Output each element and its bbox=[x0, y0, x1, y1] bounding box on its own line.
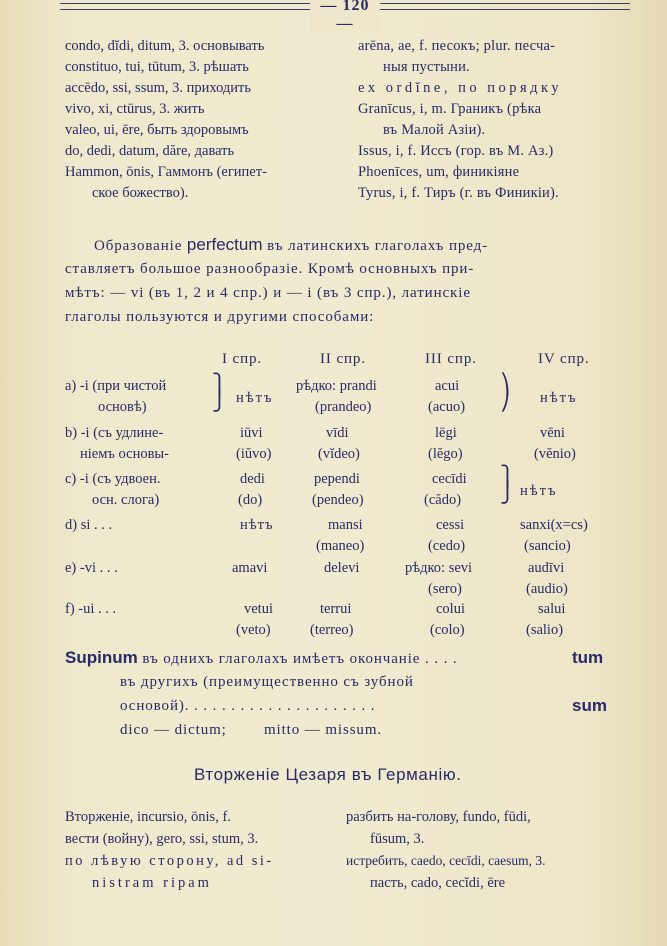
brace: ⎞ bbox=[500, 374, 510, 396]
vocab-entry: accēdo, ssi, ssum, 3. приходить bbox=[65, 80, 252, 96]
table-cell: vēni bbox=[540, 425, 565, 441]
table-cell: (sero) bbox=[428, 581, 462, 597]
section-title: Вторженіе Цезаря въ Германію. bbox=[194, 765, 462, 784]
table-cell: mansi bbox=[328, 517, 363, 533]
table-cell: (maneo) bbox=[316, 538, 365, 554]
paragraph-line: мѣтъ: — vi (въ 1, 2 и 4 спр.) и — i (въ 3 спр.), латинскіе bbox=[65, 285, 471, 301]
table-cell: (cedo) bbox=[428, 538, 466, 554]
table-cell: delevi bbox=[324, 560, 360, 576]
table-cell: рѣдко: sevi bbox=[405, 560, 473, 576]
ending-sum: sum bbox=[572, 696, 607, 715]
table-cell: нѣтъ bbox=[520, 483, 558, 499]
row-label: f) -ui . . . bbox=[65, 601, 117, 617]
row-label: b) -i (съ удлине- bbox=[65, 425, 164, 441]
vocab-entry: Вторженіе, incursio, ōnis, f. bbox=[65, 809, 231, 825]
vocab-entry: Phoenīces, um, финикіяне bbox=[358, 164, 520, 180]
term-supinum: Supinum bbox=[65, 648, 138, 667]
vocab-entry: истребить, caedo, cecīdi, caesum, 3. bbox=[346, 853, 546, 868]
table-cell: (audio) bbox=[526, 581, 568, 597]
vocab-entry: пасть, cado, cecĭdi, ēre bbox=[370, 875, 506, 891]
vocab-entry: condo, dĭdi, ditum, 3. основывать bbox=[65, 38, 265, 54]
table-cell: amavi bbox=[232, 560, 268, 576]
vocab-entry: разбить на-голову, fundo, fūdi, bbox=[346, 809, 531, 825]
brace: ⎫ bbox=[500, 466, 515, 488]
table-cell: iūvi bbox=[240, 425, 263, 441]
table-cell: (salio) bbox=[526, 622, 564, 638]
vocab-entry: Tyrus, i, f. Тиръ (г. въ Финикіи). bbox=[358, 185, 559, 201]
vocab-entry: arēna, ae, f. песокъ; plur. песча- bbox=[358, 38, 556, 54]
vocab-entry: valeo, ui, ēre, быть здоровымъ bbox=[65, 122, 249, 138]
table-cell: (terreo) bbox=[310, 622, 354, 638]
table-cell: (iŭvo) bbox=[236, 446, 272, 462]
row-label: основѣ) bbox=[98, 399, 147, 415]
row-label: a) -i (при чистой bbox=[65, 378, 167, 394]
vocab-entry: vivo, xi, ctūrus, 3. жить bbox=[65, 101, 205, 117]
brace: ⎠ bbox=[500, 390, 510, 412]
vocab-entry: constituo, tui, tūtum, 3. рѣшать bbox=[65, 59, 249, 75]
vocab-entry: ex ordĭne, по порядку bbox=[358, 80, 563, 96]
table-cell: (pendeo) bbox=[312, 492, 364, 508]
table-cell: pependi bbox=[314, 471, 360, 487]
table-cell: audīvi bbox=[528, 560, 565, 576]
table-cell: colui bbox=[436, 601, 465, 617]
table-cell: (cădo) bbox=[424, 492, 462, 508]
paragraph-line: ставляетъ большое разнообразіе. Кромѣ основныхъ при- bbox=[65, 261, 475, 277]
table-cell: vīdi bbox=[326, 425, 349, 441]
table-cell: (acuo) bbox=[428, 399, 466, 415]
row-label: ніемъ основы- bbox=[80, 446, 169, 462]
vocab-entry: ныя пустыни. bbox=[383, 59, 470, 75]
supinum-line: въ другихъ (преимущественно съ зубной bbox=[120, 674, 414, 690]
brace: ⎫ bbox=[212, 374, 227, 396]
table-cell: (lĕgo) bbox=[428, 446, 463, 462]
table-cell: нѣтъ bbox=[240, 517, 274, 533]
table-cell: нѣтъ bbox=[236, 390, 274, 406]
paragraph-text: въ латинскихъ глаголахъ пред- bbox=[267, 238, 489, 254]
table-cell: salui bbox=[538, 601, 566, 617]
row-label: e) -vi . . . bbox=[65, 560, 118, 576]
vocab-entry: въ Малой Азіи). bbox=[383, 122, 486, 138]
table-cell: terrui bbox=[320, 601, 352, 617]
table-cell: acui bbox=[435, 378, 460, 394]
table-cell: (veto) bbox=[236, 622, 271, 638]
column-header: II спр. bbox=[320, 351, 366, 367]
vocab-entry: вести (войну), gero, ssi, stum, 3. bbox=[65, 831, 259, 847]
term-perfectum: perfectum bbox=[186, 235, 263, 254]
row-label: c) -i (съ удвоен. bbox=[65, 471, 161, 487]
table-cell: нѣтъ bbox=[540, 390, 578, 406]
table-cell: vetui bbox=[244, 601, 273, 617]
vocab-entry: Granīcus, i, m. Граникъ (рѣка bbox=[358, 101, 542, 117]
vocab-entry: Hammon, ōnis, Гаммонъ (египет- bbox=[65, 164, 267, 180]
vocab-entry: nistram ripam bbox=[92, 875, 212, 891]
column-header: I спр. bbox=[222, 351, 263, 367]
vocab-entry: по лѣвую сторону, ad si- bbox=[65, 853, 274, 869]
table-cell: cessi bbox=[436, 517, 465, 533]
supinum-text: въ однихъ глаголахъ имѣетъ окончаніе . . . . bbox=[142, 651, 458, 667]
row-label: d) si . . . bbox=[65, 517, 113, 533]
column-header: III спр. bbox=[425, 351, 477, 367]
table-cell: dedi bbox=[240, 471, 265, 487]
vocab-entry: do, dedi, datum, dăre, давать bbox=[65, 143, 235, 159]
column-header: IV спр. bbox=[538, 351, 590, 367]
page-header bbox=[60, 0, 630, 32]
page-number: — 120 — bbox=[310, 0, 380, 33]
table-cell: (prandeo) bbox=[315, 399, 372, 415]
vocab-entry: Issus, i, f. Иссъ (гор. въ М. Аз.) bbox=[358, 143, 554, 159]
ending-tum: tum bbox=[572, 648, 604, 667]
brace: ⎭ bbox=[212, 390, 227, 412]
supinum-line bbox=[65, 649, 458, 668]
table-cell: (vĕnio) bbox=[534, 446, 576, 462]
supinum-example: dico — dictum; mitto — missum. bbox=[120, 722, 383, 738]
paragraph-line bbox=[94, 236, 488, 255]
table-cell: рѣдко: prandi bbox=[296, 378, 377, 394]
table-cell: lēgi bbox=[435, 425, 457, 441]
table-cell: cecīdi bbox=[432, 471, 467, 487]
row-label: осн. слога) bbox=[92, 492, 160, 508]
paragraph-line: глаголы пользуются и другими способами: bbox=[65, 309, 375, 325]
supinum-line: основой). . . . . . . . . . . . . . . . . . . . . bbox=[120, 698, 376, 714]
brace: ⎭ bbox=[500, 482, 515, 504]
table-cell: (do) bbox=[238, 492, 263, 508]
vocab-entry: ское божество). bbox=[92, 185, 189, 201]
table-cell: (colo) bbox=[430, 622, 465, 638]
table-cell: (vĭdeo) bbox=[318, 446, 360, 462]
table-cell: (sancio) bbox=[524, 538, 571, 554]
paragraph-text: Образованіе bbox=[94, 238, 183, 254]
vocab-entry: fūsum, 3. bbox=[370, 831, 425, 847]
table-cell: sanxi(x=cs) bbox=[520, 517, 588, 533]
